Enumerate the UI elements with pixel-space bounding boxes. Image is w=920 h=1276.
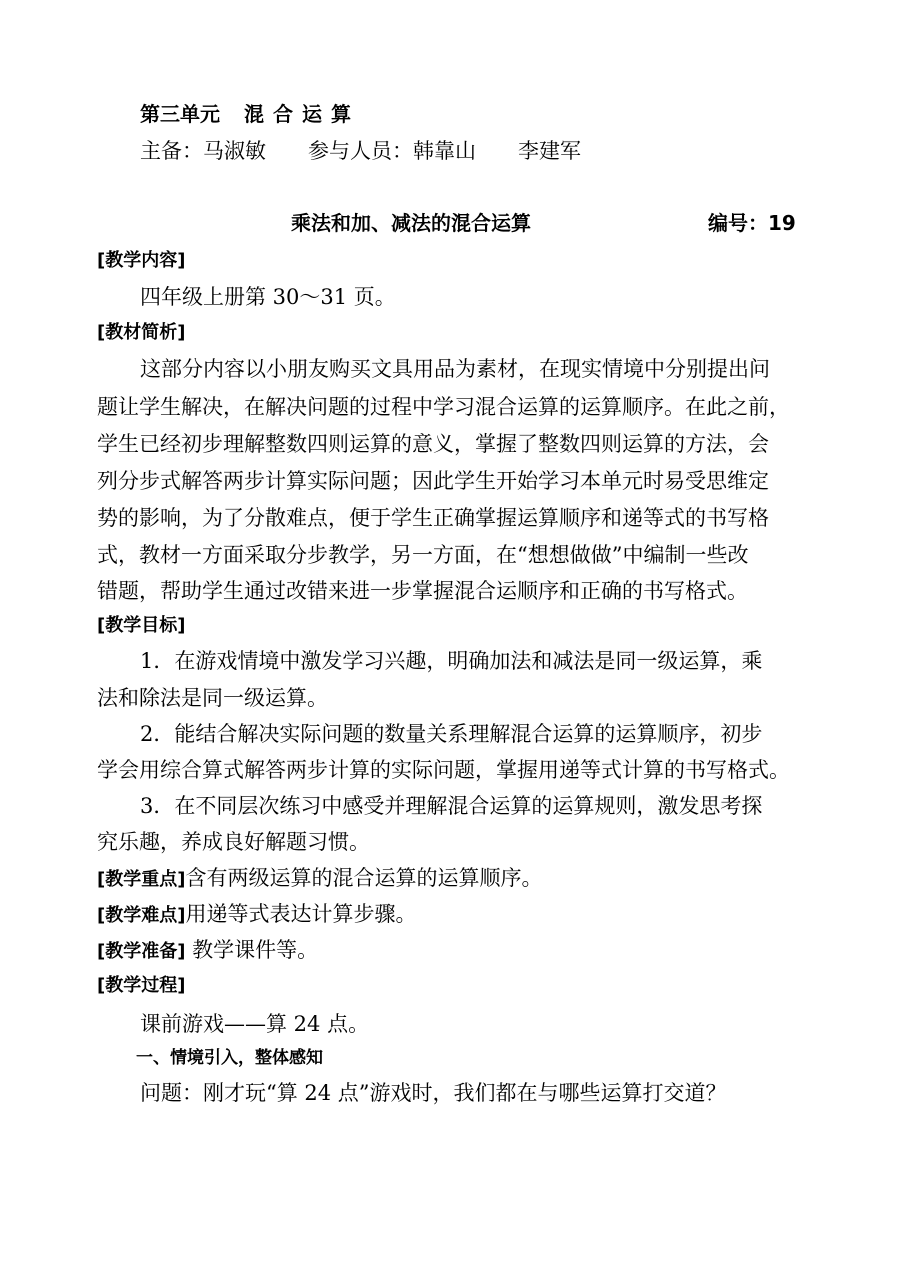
- step1-question: 问题：刚才玩“算 24 点”游戏时，我们都在与哪些运算打交道？: [140, 1081, 727, 1105]
- process-heading: [教学过程]: [97, 975, 186, 996]
- content-heading: [教学内容]: [97, 250, 186, 271]
- goals-line: 2．能结合解决实际问题的数量关系理解混合运算的运算顺序，初步: [140, 722, 763, 746]
- difficulty-heading: [教学难点]: [97, 905, 186, 926]
- lead-teacher-line: 主备：马淑敏 参与人员：韩靠山 李建军: [140, 139, 581, 163]
- lesson-title: 乘法和加、减法的混合运算: [291, 211, 531, 235]
- analysis-heading: [教材简析]: [97, 322, 186, 343]
- prep-row: [97, 935, 318, 967]
- analysis-line: 式，教材一方面采取分步教学，另一方面，在“想想做做”中编制一些改: [97, 543, 749, 567]
- prep-heading: [教学准备]: [97, 941, 186, 962]
- difficulty-text: 用递等式表达计算步骤。: [185, 902, 417, 926]
- goals-line: 究乐趣，养成良好解题习惯。: [97, 830, 370, 854]
- key-point-heading: [教学重点]: [97, 869, 186, 890]
- unit-heading: [140, 99, 360, 129]
- analysis-line: 学生已经初步理解整数四则运算的意义，掌握了整数四则运算的方法，会: [97, 432, 769, 456]
- analysis-line: 势的影响，为了分散难点，便于学生正确掌握运算顺序和递等式的书写格: [97, 506, 769, 530]
- analysis-line: 错题，帮助学生通过改错来进一步掌握混合运顺序和正确的书写格式。: [97, 579, 748, 603]
- key-point-text: 含有两级运算的混合运算的运算顺序。: [185, 866, 543, 890]
- content-text: 四年级上册第 30～31 页。: [140, 285, 396, 309]
- unit-title: 混合运算: [244, 102, 360, 126]
- goals-line: 3．在不同层次练习中感受并理解混合运算的运算规则，激发思考探: [140, 794, 763, 818]
- goals-heading: [教学目标]: [97, 615, 186, 636]
- step1-heading: 一、情境引入，整体感知: [136, 1048, 323, 1068]
- goals-line: 1．在游戏情境中激发学习兴趣，明确加法和减法是同一级运算，乘: [140, 649, 763, 673]
- difficulty-row: [97, 899, 416, 931]
- analysis-line: 题让学生解决，在解决问题的过程中学习混合运算的运算顺序。在此之前，: [97, 395, 790, 419]
- analysis-line: 列分步式解答两步计算实际问题；因此学生开始学习本单元时易受思维定: [97, 469, 769, 493]
- analysis-line: 这部分内容以小朋友购买文具用品为素材，在现实情境中分别提出问: [140, 357, 770, 381]
- unit-label: 第三单元: [140, 102, 220, 126]
- lesson-number: 编号：19: [708, 211, 796, 235]
- process-intro: 课前游戏——算 24 点。: [140, 1012, 370, 1036]
- goals-line: 法和除法是同一级运算。: [97, 686, 328, 710]
- key-point-row: [97, 863, 542, 895]
- prep-text: 教学课件等。: [185, 938, 319, 962]
- goals-line: 学会用综合算式解答两步计算的实际问题，掌握用递等式计算的书写格式。: [97, 758, 790, 782]
